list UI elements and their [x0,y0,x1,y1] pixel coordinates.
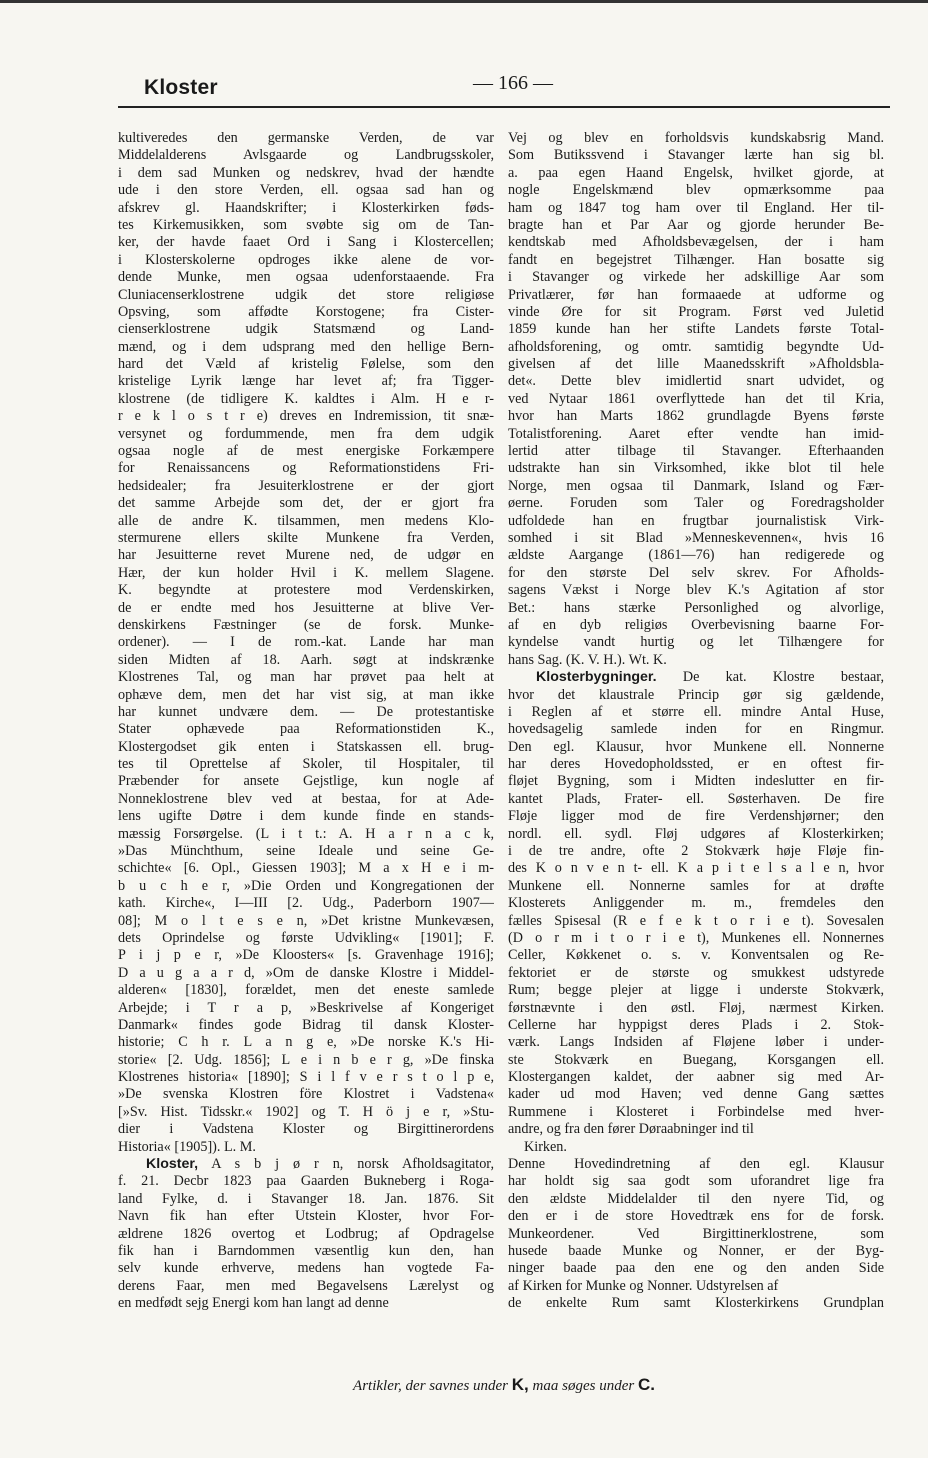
left-column-line: storie« [2. Udg. 1856]; L e i n b e r g, »De finska [118,1051,494,1068]
right-column-line: har deres Hovedopholdssted, er en oftest fir- [508,756,884,773]
right-column-line: vinde Øre for sit Program. Først ved Juletid [508,303,884,320]
right-column-line: den er i de store Hovedtræk ens for de forsk. [508,1208,884,1225]
left-column-line: »De svenska Klostren före Klostret i Vadstena« [118,1086,494,1103]
right-column-line: Privatlærer, før han formaaede at udforme og [508,286,884,303]
right-column-line: ældste Aargange (1861—76) han redigerede og [508,547,884,564]
right-column-line: Klosterbygninger. De kat. Klostre bestaar, [536,669,884,686]
right-column-line: hvor han Marts 1862 grundlagde Byens første [508,408,884,425]
right-column-line: i de tre andre, ofte 2 Stokværk høje Fløje fin- [508,843,884,860]
right-column-line: Rummene i Klosteret i Forbindelse med hver- [508,1103,884,1120]
left-column-line: Middelalderens Avlsgaarde og Landbrugsskoler, [118,147,494,164]
right-column-line: af en dyb religiøs Overbevisning baarne For- [508,616,884,633]
right-column-line: øerne. Foruden som Taler og Foredragsholder [508,495,884,512]
left-column-line: land Fylke, d. i Stavanger 18. Jan. 1876. Sit [118,1190,494,1207]
left-column-line: afskrev gl. Haandskrifter; i Klosterkirken føds- [118,199,494,216]
left-column-line: mæssig Forsørgelse. (L i t t.: A. H a r n a c k, [118,825,494,842]
left-column-line: i dem sad Munken og nedskrev, hvad der hændte [118,164,494,181]
left-column-line: de er endte med hos Jesuitterne at blive Ver- [118,599,494,616]
right-column-line: andre, og fra den fører Døraabninger ind til [508,1121,754,1138]
left-column-line: dets Oprindelse og første Udvikling« [1901]; F. [118,929,494,946]
left-column-line: cienserklostrene udgik Statsmænd og Land- [118,321,494,338]
right-column-line: fælles Spisesal (R e f e k t o r i e t). Sovesalen [508,912,884,929]
left-column-line: Arbejde; i T r a p, »Beskrivelse af Kongeriget [118,999,494,1016]
left-column-line: Klostrenes Tal, og man har prøvet paa helt at [118,669,494,686]
left-column-line: Hær, der kun holder Hvil i K. mellem Slagene. [118,564,494,581]
right-column-line: kantet Plads, Frater- ell. Søsterhaven. De fire [508,790,884,807]
left-column-line: dende Munke, men ogsaa udenforstaaende. Fra [118,269,494,286]
left-column-line: 08]; M o l t e s e n, »Det kristne Munkevæsen, [118,912,494,929]
left-column-line: ældrene 1826 overtog et Lodbrug; af Opdragelse [118,1225,494,1242]
left-column-line: hedsidealer; fra Jesuiterklostrene er der gjort [118,477,494,494]
right-column-line: nordl. ell. sydl. Fløj udgøres af Klosterkirken; [508,825,884,842]
footer-text-before: Artikler, der savnes under [353,1378,512,1394]
right-column-line: for den største Del selv skrev. For Afholds- [508,564,884,581]
left-column-line: tes Kirkemusikken, som svøbte sig om de Tan- [118,216,494,233]
right-column-line: i Stavanger og virkede her adskillige Aar som [508,269,884,286]
right-column-line: Denne Hovedindretning af den egl. Klausur [508,1156,884,1173]
header-rule [118,106,890,108]
left-column-line: i Klosterskolerne opdroges ikke alene de vor- [118,251,494,268]
right-column-line: fløjet Bygning, som i Midten indeslutter en fir- [508,773,884,790]
right-column-line: det«. Dette blev imidlertid snart udvidet, og [508,373,884,390]
left-column-line: Klostergodset gik enten i Statskassen ell. brug- [118,738,494,755]
left-column-line: ogsaa nogle af de mest energiske Forkæmpere [118,443,494,460]
right-column-line: kyndelse vandt hurtig og let Tilhængere for [508,634,884,651]
left-column-line: Klostrenes historia« [1890]; S i l f v e r s t o l p e, [118,1069,494,1086]
right-column-line: ved Nytaar 1861 overflyttede han det til Kria, [508,390,884,407]
left-column-line: siden Midten af 18. Aarh. søgt at indskrænke [118,651,494,668]
left-column-line: Historia« [1905]). L. M. [118,1138,256,1155]
left-column-line: det samme Arbejde som det, der er gjort fra [118,495,494,512]
left-column-line: klostrene (de tidligere K. kaldtes i Alm. H e r- [118,390,494,407]
right-column-line: Fløje ligger mod de fire Verdenshjørner; den [508,808,884,825]
left-column-line: kultiveredes den germanske Verden, de var [118,130,494,146]
right-column-line: Klostergangen kaldet, der aabner sig med Ar- [508,1069,884,1086]
left-column-line: ophæve dem, men det har vist sig, at man ikke [118,686,494,703]
right-column-line: Munkeordener. Ved Birgittinerklostrene, som [508,1225,884,1242]
left-column-line: lens ugifte Døtre i dem kunde finde en stands- [118,808,494,825]
right-column-line: værk. Langs Indsiden af Fløjene løber i under- [508,1034,884,1051]
right-column-line: har holdt sig saa godt som uforandret lige fra [508,1173,884,1190]
right-column-line: Norge, men ogsaa til Danmark, Island og Fær- [508,477,884,494]
footer-letter-k: K, [511,1375,529,1394]
left-column-line: r e k l o s t r e) dreves en Indremission, tit snæ- [118,408,494,425]
right-column-line: Bet.: hans stærke Personlighed og alvorlige, [508,599,884,616]
left-column-line: Nonneklostrene blev ved at bestaa, for at Ade- [118,790,494,807]
right-column-line: Totalistforening. Aaret efter vendte han imid- [508,425,884,442]
right-column-line: fektoriet er de største og smukkest udstyrede [508,964,884,981]
right-column-line: Klosterets Anliggender m. m., fremdeles den [508,895,884,912]
right-column-line: udfoldede han en frugtbar journalistisk Virk- [508,512,884,529]
right-column-line: af Kirken for Munke og Nonner. Udstyrelsen af [508,1277,779,1294]
left-column-line: kristelige Lyrik længe har levet af; fra Tigger- [118,373,494,390]
left-column-line: ker, der havde faaet Ord i Sang i Klostercellen; [118,234,494,251]
footer-letter-c: C. [637,1375,655,1394]
left-column-line: historie; C h r. L a n g e, »De norske K.'s Hi- [118,1034,494,1051]
left-column-line: denskirkens Fæstninger (se de forsk. Munke- [118,616,494,633]
left-column-line: alle de andre K. tilsammen, men medens Klo- [118,512,494,529]
left-column-line: Navn fik han efter Utstein Kloster, hvor For- [118,1208,494,1225]
left-column-line: alderen« [1830], forældet, men det eneste samlede [118,982,494,999]
right-column-line: de enkelte Rum samt Klosterkirkens Grundplan [508,1295,884,1312]
left-column-line: schichte« [6. Opl., Giessen 1903]; M a x H e i m- [118,860,494,877]
right-column-line: bragte han et Par Aar og gjorde herunder Be- [508,216,884,233]
right-column-line: i Reglen af et større ell. mindre Antal Huse, [508,703,884,720]
entry-headword: Klosterbygninger. [536,669,657,686]
right-column-line: fandt en begejstret Tilhænger. Han bosatte sig [508,251,884,268]
right-column-line: (D o r m i t o r i e t), Munkenes ell. Nonnernes [508,929,884,946]
right-column-line: husede baade Munke og Nonner, er der Byg- [508,1243,884,1259]
right-column-line: Munkene ell. Nonnerne samles for at drøfte [508,877,884,894]
right-column [508,130,884,1313]
footer-note [118,1375,890,1395]
right-column-line: ste Stokværk en Buegang, Korsgangen ell. [508,1051,884,1068]
left-column-line: en medfødt sejg Energi kom han langt ad denne [118,1295,389,1312]
right-column-line: Rum; begge plejer at ligge i underste Stokværk, [508,982,884,999]
left-column-line: Opsving, som affødte Korstogene; fra Cister- [118,303,494,320]
right-column-line: førstnævnte i den østl. Fløj, nærmest Kirken. [508,999,884,1016]
page-header [118,72,890,102]
left-column-line: tes til Oprettelse af Skoler, til Hospitaler, til [118,756,494,773]
right-column-line: Som Butikssvend i Stavanger lærte han sig bl. [508,147,884,164]
left-column-line: ude i den store Verden, ell. ogsaa sad han og [118,182,494,199]
left-column-line: versynet og fordummende, men fra dem udgik [118,425,494,442]
left-column [118,130,494,1313]
right-column-line: hovedsagelig samlede inden for en Ringmur. [508,721,884,738]
left-column-line: Stater ophævede paa Reformationstiden K., [118,721,494,738]
right-column-line: Celler, Køkkenet o. s. v. Konventsalen og Re- [508,947,884,964]
entry-headword: Kloster, [146,1156,199,1173]
right-column-line: den ældste Middelalder til den nyere Tid, og [508,1190,884,1207]
left-column-line: fik han i Barndommen væsentlig kun den, han [118,1243,494,1259]
left-column-line: Cluniacenserklostrene udgik det store religiøse [118,286,494,303]
left-column-line: [»Sv. Hist. Tidsskr.« 1902] og T. H ö j e r, »Stu- [118,1103,494,1120]
left-column-line: K. begyndte at protestere mod Verdenskirken, [118,582,494,599]
right-column-line: Kirken. [524,1138,567,1155]
right-column-line: nogle Engelskmænd blev opmærksomme paa [508,182,884,199]
right-column-line: kader ud mod Haven; ved denne Gang sættes [508,1086,884,1103]
left-column-line: »Das Münchthum, seine Ideale und seine Ge- [118,843,494,860]
running-head: Kloster [144,76,218,99]
right-column-line: des K o n v e n t- ell. K a p i t e l s a l e n, hvor [508,860,884,877]
left-column-line: D a u g a a r d, »Om de danske Klostre i Middel- [118,964,494,981]
right-column-line: ninger baade paa den ene og den anden Side [508,1260,884,1277]
right-column-line: udstrakte han sin Virksomhed, ikke blot til hele [508,460,884,477]
right-column-line: Vej og blev en forholdsvis kundskabsrig Mand. [508,130,884,146]
left-column-line: Kloster, A s b j ø r n, norsk Afholdsagitator, [146,1156,494,1173]
right-column-line: Cellerne har hyppigst deres Plads i 2. Stok- [508,1016,884,1033]
left-column-line: for Renaissancens og Reformationstidens Fri- [118,460,494,477]
left-column-line: stermurene ellers skilte Munkene fra Verden, [118,529,494,546]
left-column-line: f. 21. Decbr 1823 paa Gaarden Bukneberg i Roga- [118,1173,494,1190]
right-column-line: givelsen af det lille Maanedsskrift »Afholdsbla- [508,356,884,373]
right-column-line: afholdsforening, og omtr. samtidig begyndte Ud- [508,338,884,355]
left-column-line: hard det Væld af kristelig Følelse, som den [118,356,494,373]
left-column-line: dier i Vadstena Kloster og Birgittinerordens [118,1121,494,1138]
left-column-line: Præbender for ansete Gejstlige, kun nogle af [118,773,494,790]
right-column-line: sagens Vækst i Norge blev K.'s Agitation af stor [508,582,884,599]
left-column-line: har kunnet undvære dem. — De protestantiske [118,703,494,720]
left-column-line: P i j p e r, »De Kloosters« [s. Gravenhage 1916]; [118,947,494,964]
top-edge-rule [0,0,928,3]
right-column-line: somhed i sit Blad »Menneskevennen«, hvis 16 [508,529,884,546]
left-column-line: mænd, og i dem udsprang med den hellige Bern- [118,338,494,355]
left-column-line: Danmark« findes gode Bidrag til dansk Kloster- [118,1016,494,1033]
footer-text-middle: maa søges under [528,1378,638,1394]
left-column-line: har Jesuitterne revet Murene ned, de udgør en [118,547,494,564]
right-column-line: 1859 kunde han her stifte Landets første Total- [508,321,884,338]
right-column-line: hvor det klaustrale Princip gør sig gældende, [508,686,884,703]
left-column-line: b u c h e r, »Die Orden und Kongregationen der [118,877,494,894]
page-number: — 166 — [473,72,553,94]
left-column-line: kath. Kirche«, I—III [2. Udg., Paderborn 1907— [118,895,494,912]
right-column-line: hans Sag. (K. V. H.). Wt. K. [508,651,667,668]
left-column-line: selv kunde erhverve, medens han vogtede Fa- [118,1260,494,1277]
right-column-line: lertid atter tilbage til Stavanger. Efterhaanden [508,443,884,460]
left-column-line: ordener). — I de rom.-kat. Lande har man [118,634,494,651]
right-column-line: Den egl. Klausur, hvor Munkene ell. Nonnerne [508,738,884,755]
right-column-line: kendtskab med Afholdsbevægelsen, der i ham [508,234,884,251]
left-column-line: derens Faar, men med Begavelsens Lærelyst og [118,1277,494,1294]
right-column-line: a. paa egen Haand Engelsk, hvilket gjorde, at [508,164,884,181]
right-column-line: ham og 1847 tog ham over til England. Her til- [508,199,884,216]
